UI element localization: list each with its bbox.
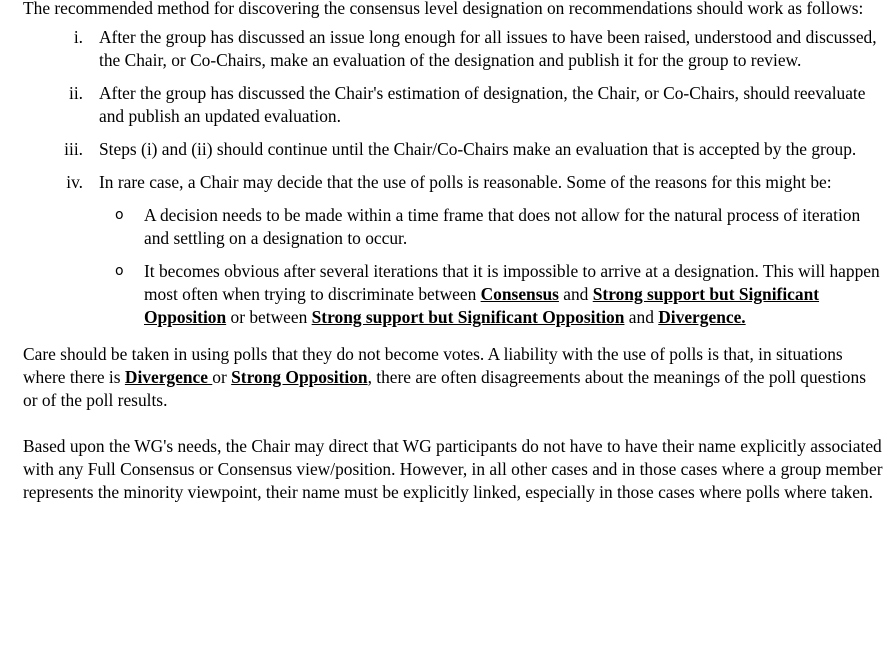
wg-needs-paragraph: Based upon the WG's needs, the Chair may direct that WG participants do not have to have their name explicitly associated with any Full Consensus or Consensus view/position. However, in all other cases and in those cases where a group member represents the minority viewpoint, their name must be explicitly linked, especially in those cases where polls where taken. (23, 436, 883, 502)
paragraph-text-part: Care should be taken in using polls that they do not become votes. A liability with the use of polls is that, in situations where there is (23, 344, 843, 387)
reason-text-part: or between (226, 307, 312, 327)
term-strong-support: Strong support but Significant Opposition (144, 284, 820, 327)
term-strong-opposition: Strong Opposition (231, 367, 368, 387)
reason-text-part: and (624, 307, 659, 327)
paragraph-text-part: or (212, 367, 232, 387)
steps-list (23, 26, 883, 329)
step-item (23, 26, 883, 72)
step-number: i. (73, 27, 83, 47)
step-text: In rare case, a Chair may decide that the use of polls is reasonable. Some of the reasons for this might be: (99, 172, 832, 192)
intro-paragraph: The recommended method for discovering the consensus level designation on recommendations should work as follows: (23, 0, 864, 18)
step-item (23, 171, 883, 329)
reason-item (99, 204, 883, 250)
reason-text (144, 261, 880, 327)
step-number: ii. (68, 83, 83, 103)
reason-text-part: and (558, 284, 593, 304)
reason-text-part: It becomes obvious after several iterations that it is impossible to arrive at a designation. This will happen most often when trying to discriminate between (144, 261, 880, 304)
step-number: iv. (66, 172, 83, 192)
bullet-circle-icon: o (115, 263, 124, 279)
step-text: Steps (i) and (ii) should continue until the Chair/Co-Chairs make an evaluation that is accepted by the group. (99, 139, 857, 159)
term-strong-support: Strong support but Significant Opposition (311, 307, 625, 327)
term-divergence: Divergence. (658, 307, 746, 327)
reasons-list (99, 204, 883, 329)
step-item (23, 82, 883, 128)
term-consensus: Consensus (480, 284, 559, 304)
polls-paragraph (23, 343, 883, 412)
reason-item (99, 260, 883, 329)
term-divergence: Divergence (124, 367, 213, 387)
step-text: After the group has discussed an issue long enough for all issues to have been raised, understood and discussed, the Chair, or Co-Chairs, make an evaluation of the designation and publish it for the group to review. (99, 27, 877, 70)
reason-text: A decision needs to be made within a time frame that does not allow for the natural process of iteration and settling on a designation to occur. (144, 205, 861, 248)
step-text: After the group has discussed the Chair's estimation of designation, the Chair, or Co-Chairs, should reevaluate and publish an updated evaluation. (99, 83, 866, 126)
step-number: iii. (64, 139, 83, 159)
paragraph-text-part: , there are often disagreements about the meanings of the poll questions or of the poll results. (23, 367, 866, 410)
step-item (23, 138, 883, 161)
bullet-circle-icon: o (115, 207, 124, 223)
document-body (23, 0, 883, 504)
